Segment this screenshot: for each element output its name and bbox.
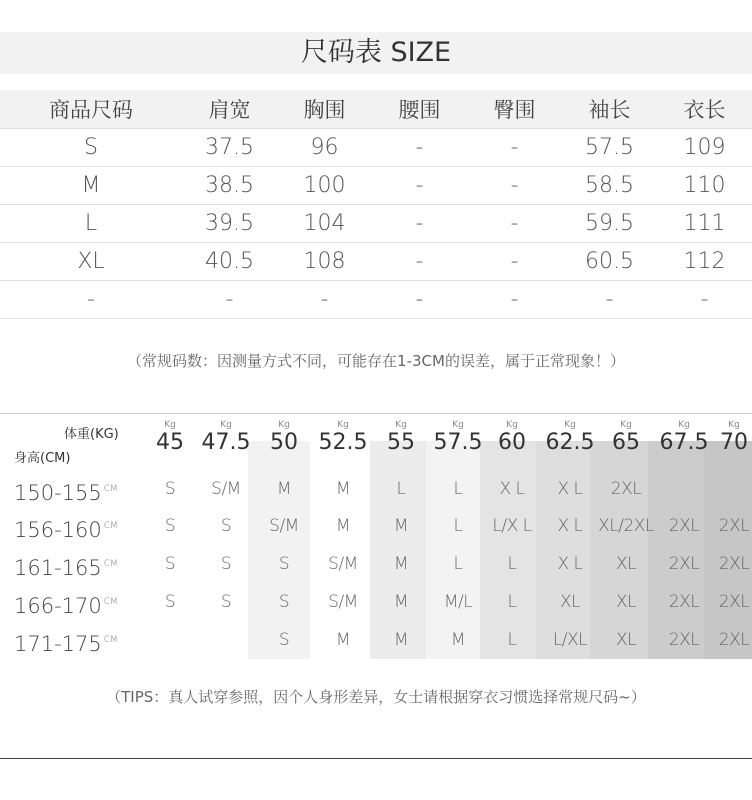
table-cell: - xyxy=(562,281,657,319)
size-recommendation-cell: X L xyxy=(557,554,583,574)
weight-unit: Kg xyxy=(506,420,518,430)
size-recommendation-cell: S xyxy=(278,554,290,574)
size-recommendation-cell: 2XL xyxy=(668,592,700,612)
table-cell: - xyxy=(372,243,467,281)
table-cell: - xyxy=(467,243,562,281)
table-cell: 96 xyxy=(277,129,372,167)
size-recommendation-cell: XL xyxy=(615,554,637,574)
header-cell: 臀围 xyxy=(467,90,562,129)
size-recommendation-cell: L xyxy=(507,630,517,650)
size-recommendation-cell: S/M xyxy=(211,479,241,499)
weight-header xyxy=(373,420,429,456)
table-cell: - xyxy=(372,167,467,205)
table-cell: M xyxy=(0,167,182,205)
height-range: 156-160 xyxy=(14,518,102,542)
table-cell: 38.5 xyxy=(182,167,277,205)
table-cell: - xyxy=(277,281,372,319)
weight-unit: Kg xyxy=(728,420,740,430)
weight-value: 67.5 xyxy=(659,430,709,455)
size-recommendation-cell: S xyxy=(164,479,176,499)
size-recommendation-cell: S xyxy=(164,516,176,536)
weight-header xyxy=(542,420,598,456)
size-recommendation-cell: 2XL xyxy=(668,554,700,574)
table-cell: XL xyxy=(0,243,182,281)
height-label xyxy=(14,470,132,508)
weight-axis-label: 体重(KG) xyxy=(64,427,119,442)
table-cell: 40.5 xyxy=(182,243,277,281)
weight-value: 65 xyxy=(612,430,640,455)
size-recommendation-cell: 2XL xyxy=(668,516,700,536)
height-unit: CM xyxy=(103,559,118,569)
weight-value: 62.5 xyxy=(545,430,595,455)
size-recommendation-cell: XL xyxy=(615,630,637,650)
size-recommendation-cell: M xyxy=(393,630,409,650)
height-unit: CM xyxy=(103,597,118,607)
height-range: 150-155 xyxy=(14,481,102,505)
weight-value: 52.5 xyxy=(318,430,368,455)
table-cell: - xyxy=(372,129,467,167)
table-cell: 104 xyxy=(277,205,372,243)
size-recommendation-cell: L xyxy=(507,554,517,574)
size-recommendation-cell: X L xyxy=(557,479,583,499)
size-recommendation-grid xyxy=(0,414,752,662)
size-recommendation-cell: M xyxy=(335,479,351,499)
table-cell: 39.5 xyxy=(182,205,277,243)
weight-unit: Kg xyxy=(164,420,176,430)
weight-unit: Kg xyxy=(337,420,349,430)
size-recommendation-cell xyxy=(194,621,258,659)
weight-value: 47.5 xyxy=(201,430,251,455)
weight-header xyxy=(598,420,654,456)
weight-header xyxy=(706,420,752,456)
table-row xyxy=(0,167,752,205)
size-recommendation-cell: M xyxy=(393,554,409,574)
height-unit: CM xyxy=(103,635,118,645)
height-label xyxy=(14,583,132,621)
header-cell: 腰围 xyxy=(372,90,467,129)
weight-header xyxy=(484,420,540,456)
table-cell: L xyxy=(0,205,182,243)
table-cell: - xyxy=(467,167,562,205)
weight-value: 70 xyxy=(720,430,748,455)
size-recommendation-cell: 2XL xyxy=(668,630,700,650)
height-range: 161-165 xyxy=(14,556,102,580)
size-recommendation-cell: XL xyxy=(559,592,581,612)
size-recommendation-cell: XL/2XL xyxy=(598,516,654,536)
table-cell: - xyxy=(372,205,467,243)
tips-note: （TIPS：真人试穿参照，因个人身形差异，女士请根据穿衣习惯选择常规尺码~） xyxy=(106,688,646,706)
header-cell: 袖长 xyxy=(562,90,657,129)
table-cell: 111 xyxy=(657,205,752,243)
table-cell: 112 xyxy=(657,243,752,281)
weight-value: 60 xyxy=(498,430,526,455)
table-cell: 110 xyxy=(657,167,752,205)
size-recommendation-cell: XL xyxy=(615,592,637,612)
size-recommendation-cell: S/M xyxy=(269,516,299,536)
table-cell: 59.5 xyxy=(562,205,657,243)
size-recommendation-cell xyxy=(138,621,202,659)
height-range: 166-170 xyxy=(14,594,102,618)
table-cell: - xyxy=(467,129,562,167)
table-cell: - xyxy=(467,281,562,319)
table-cell: 57.5 xyxy=(562,129,657,167)
table-row xyxy=(0,243,752,281)
height-label xyxy=(14,621,132,659)
size-recommendation-cell: M xyxy=(393,516,409,536)
header-cell: 商品尺码 xyxy=(0,90,182,129)
table-row xyxy=(0,281,752,319)
table-cell: - xyxy=(657,281,752,319)
size-recommendation-cell: X L xyxy=(499,479,525,499)
table-cell: - xyxy=(372,281,467,319)
weight-unit: Kg xyxy=(564,420,576,430)
weight-header xyxy=(430,420,486,456)
size-recommendation-cell: S/M xyxy=(328,592,358,612)
weight-value: 45 xyxy=(156,430,184,455)
height-unit: CM xyxy=(103,484,118,494)
height-axis-label: 身高(CM) xyxy=(14,451,71,466)
height-label xyxy=(14,507,132,545)
measurement-note: （常规码数：因测量方式不同，可能存在1-3CM的误差，属于正常现象！） xyxy=(127,352,625,370)
table-cell: 37.5 xyxy=(182,129,277,167)
size-table xyxy=(0,90,752,319)
table-cell: 109 xyxy=(657,129,752,167)
size-recommendation-cell: S xyxy=(164,554,176,574)
size-recommendation-cell: M xyxy=(335,516,351,536)
size-recommendation-cell: 2XL xyxy=(610,479,642,499)
table-cell: 58.5 xyxy=(562,167,657,205)
size-recommendation-cell: M xyxy=(450,630,466,650)
weight-header xyxy=(656,420,712,456)
weight-unit: Kg xyxy=(452,420,464,430)
header-cell: 衣长 xyxy=(657,90,752,129)
size-recommendation-cell: L xyxy=(453,516,463,536)
weight-unit: Kg xyxy=(620,420,632,430)
size-recommendation-cell: S xyxy=(278,630,290,650)
weight-header xyxy=(315,420,371,456)
size-table-header xyxy=(0,90,752,129)
height-range: 171-175 xyxy=(14,632,102,656)
weight-header xyxy=(142,420,198,456)
height-label xyxy=(14,545,132,583)
weight-header xyxy=(198,420,254,456)
size-chart-title: 尺码表 SIZE xyxy=(0,32,752,74)
size-recommendation-cell: S xyxy=(220,516,232,536)
weight-header xyxy=(256,420,312,456)
table-cell: 60.5 xyxy=(562,243,657,281)
size-recommendation-cell: S xyxy=(278,592,290,612)
height-unit: CM xyxy=(103,521,118,531)
size-recommendation-cell xyxy=(702,470,752,508)
weight-unit: Kg xyxy=(395,420,407,430)
size-recommendation-cell: S xyxy=(220,554,232,574)
size-table-body xyxy=(0,90,752,319)
header-cell: 肩宽 xyxy=(182,90,277,129)
size-recommendation-cell: L xyxy=(453,554,463,574)
table-cell: S xyxy=(0,129,182,167)
size-recommendation-cell: L/XL xyxy=(552,630,588,650)
size-recommendation-cell: M xyxy=(276,479,292,499)
weight-value: 55 xyxy=(387,430,415,455)
table-row xyxy=(0,129,752,167)
size-recommendation-cell: M xyxy=(335,630,351,650)
weight-value: 57.5 xyxy=(433,430,483,455)
header-cell: 胸围 xyxy=(277,90,372,129)
size-recommendation-cell: L xyxy=(453,479,463,499)
size-recommendation-cell: 2XL xyxy=(718,630,750,650)
size-recommendation-cell: L xyxy=(507,592,517,612)
size-recommendation-cell: L/X L xyxy=(492,516,532,536)
table-cell: - xyxy=(182,281,277,319)
size-recommendation-cell: X L xyxy=(557,516,583,536)
table-cell: - xyxy=(0,281,182,319)
size-recommendation-cell: S/M xyxy=(328,554,358,574)
table-cell: 100 xyxy=(277,167,372,205)
table-row xyxy=(0,205,752,243)
size-recommendation-cell: S xyxy=(164,592,176,612)
size-recommendation-cell: L xyxy=(396,479,406,499)
weight-unit: Kg xyxy=(678,420,690,430)
weight-unit: Kg xyxy=(220,420,232,430)
size-recommendation-cell: 2XL xyxy=(718,554,750,574)
size-recommendation-cell: 2XL xyxy=(718,516,750,536)
size-recommendation-cell: M/L xyxy=(443,592,473,612)
weight-value: 50 xyxy=(270,430,298,455)
bottom-divider xyxy=(0,758,752,759)
size-recommendation-cell: S xyxy=(220,592,232,612)
size-recommendation-cell: M xyxy=(393,592,409,612)
table-cell: - xyxy=(467,205,562,243)
table-cell: 108 xyxy=(277,243,372,281)
size-recommendation-cell: 2XL xyxy=(718,592,750,612)
weight-unit: Kg xyxy=(278,420,290,430)
